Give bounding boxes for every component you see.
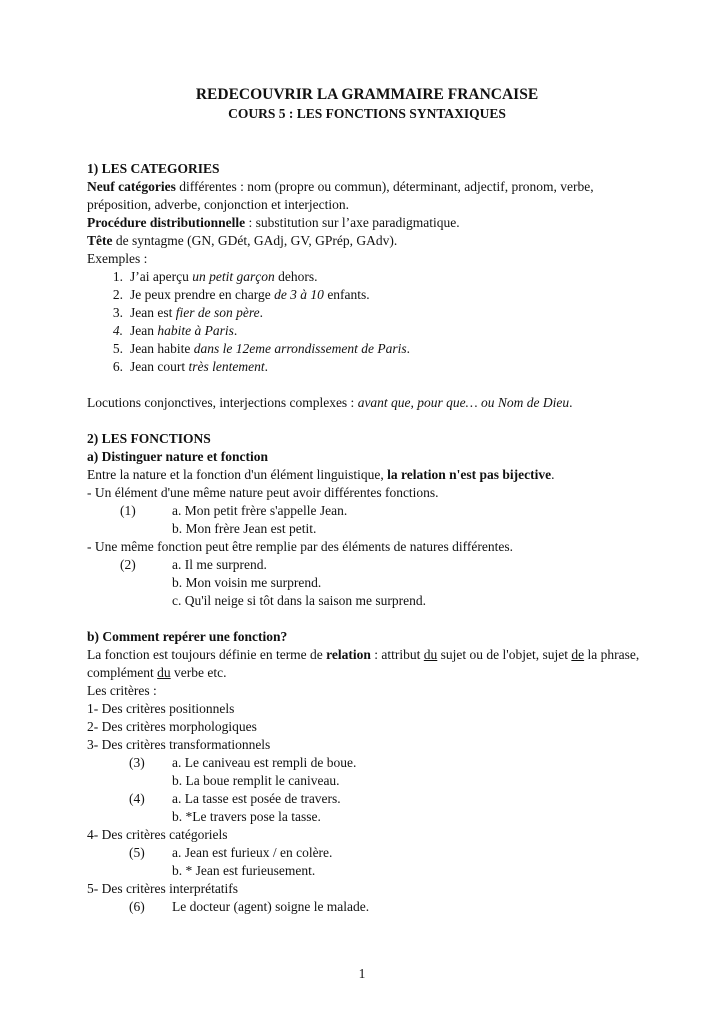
- list-item: [87, 358, 647, 376]
- bold-term: la relation n'est pas bijective: [387, 467, 552, 482]
- example-text: Jean est: [130, 305, 176, 320]
- section-heading-categories: 1) LES CATEGORIES: [87, 161, 220, 176]
- example-text: J’ai aperçu: [130, 269, 193, 284]
- paragraph-tete: [87, 232, 647, 250]
- example-label: (6): [129, 899, 145, 914]
- paragraph-text: sujet ou de l'objet, sujet: [437, 647, 572, 662]
- list-item: [87, 268, 647, 286]
- example-text: enfants.: [323, 287, 370, 302]
- example-text: Jean habite: [130, 341, 194, 356]
- example-text: .: [259, 305, 263, 320]
- paragraph-text: la phrase, complément: [87, 647, 640, 680]
- paragraph-locutions: [87, 394, 647, 412]
- example-row: [87, 808, 647, 826]
- underlined-word: de: [571, 647, 585, 662]
- paragraph-italic: avant que, pour que… ou Nom de Dieu: [357, 395, 570, 410]
- example-label: (2): [120, 557, 136, 572]
- example-label: (1): [120, 503, 136, 518]
- criteres-label: Les critères :: [87, 683, 157, 698]
- bold-term: Procédure distributionnelle: [87, 215, 246, 230]
- list-number: 3.: [112, 305, 123, 320]
- example-row: [87, 790, 647, 808]
- subsection-heading-nature: a) Distinguer nature et fonction: [87, 449, 268, 464]
- paragraph-text: Locutions conjonctives, interjections complexes :: [87, 395, 358, 410]
- paragraph-neuf-categories: [87, 178, 647, 214]
- paragraph-meme-nature: - Un élément d'une même nature peut avoir différentes fonctions.: [87, 485, 439, 500]
- example-label: (5): [129, 845, 145, 860]
- underlined-word: du: [157, 665, 171, 680]
- paragraph-definition: [87, 646, 647, 682]
- example-row: [87, 772, 647, 790]
- example-row: [87, 520, 647, 538]
- critere-item: 4- Des critères catégoriels: [87, 827, 228, 842]
- example-text: .: [406, 341, 410, 356]
- paragraph-text: verbe etc.: [170, 665, 227, 680]
- example-row: [87, 502, 647, 520]
- example-row: [87, 556, 647, 574]
- example-row: [87, 574, 647, 592]
- example-text: a. Il me surprend.: [172, 557, 267, 572]
- example-text: .: [264, 359, 268, 374]
- example-italic: dans le 12eme arrondissement de Paris: [193, 341, 407, 356]
- example-italic: fier de son père: [175, 305, 260, 320]
- example-row: [87, 844, 647, 862]
- paragraph-procedure: [87, 214, 647, 232]
- list-number: 6.: [112, 359, 123, 374]
- example-text: a. La tasse est posée de travers.: [172, 791, 341, 806]
- paragraph-text: de syntagme (GN, GDét, GAdj, GV, GPrép, GAdv).: [112, 233, 398, 248]
- example-label: (4): [129, 791, 145, 806]
- bold-term: Neuf catégories: [87, 179, 176, 194]
- example-text: b. * Jean est furieusement.: [172, 863, 316, 878]
- subsection-heading-reperer: b) Comment repérer une fonction?: [87, 629, 288, 644]
- list-item: [87, 304, 647, 322]
- paragraph-text: différentes : nom (propre ou commun), déterminant, adjectif, pronom, verbe, préposition, adverbe, conjonction et interjection.: [87, 179, 594, 212]
- paragraph-relation: [87, 466, 647, 484]
- examples-label: Exemples :: [87, 251, 148, 266]
- example-text: b. Mon voisin me surprend.: [172, 575, 322, 590]
- section-heading-fonctions: 2) LES FONCTIONS: [87, 431, 211, 446]
- page-subtitle: COURS 5 : LES FONCTIONS SYNTAXIQUES: [228, 106, 506, 121]
- bold-term: relation: [326, 647, 371, 662]
- example-text: c. Qu'il neige si tôt dans la saison me surprend.: [172, 593, 427, 608]
- example-italic: habite à Paris: [157, 323, 234, 338]
- page-number: 1: [358, 966, 366, 981]
- paragraph-text: : attribut: [370, 647, 424, 662]
- document-page: [87, 86, 647, 916]
- example-row: [87, 862, 647, 880]
- critere-item: 1- Des critères positionnels: [87, 701, 235, 716]
- paragraph-text: La fonction est toujours définie en terme de: [87, 647, 327, 662]
- example-italic: très lentement: [188, 359, 265, 374]
- example-row: [87, 592, 647, 610]
- example-text: b. Mon frère Jean est petit.: [172, 521, 317, 536]
- example-text: Le docteur (agent) soigne le malade.: [172, 899, 370, 914]
- list-number: 5.: [112, 341, 123, 356]
- critere-item: 5- Des critères interprétatifs: [87, 881, 239, 896]
- bold-term: Tête: [87, 233, 113, 248]
- paragraph-text: .: [551, 467, 555, 482]
- underlined-word: du: [423, 647, 438, 662]
- list-number: 2.: [112, 287, 123, 302]
- example-row: [87, 898, 647, 916]
- critere-item: 2- Des critères morphologiques: [87, 719, 257, 734]
- list-number: 1.: [112, 269, 123, 284]
- list-item: [87, 322, 647, 340]
- page-title: REDECOUVRIR LA GRAMMAIRE FRANCAISE: [195, 86, 539, 103]
- example-text: .: [233, 323, 238, 338]
- example-text: a. Jean est furieux / en colère.: [172, 845, 333, 860]
- paragraph-text: .: [569, 395, 573, 410]
- example-text: Jean: [130, 323, 158, 338]
- list-item: [87, 286, 647, 304]
- example-row: [87, 754, 647, 772]
- list-item: [87, 340, 647, 358]
- critere-item: 3- Des critères transformationnels: [87, 737, 271, 752]
- example-text: Je peux prendre en charge: [130, 287, 275, 302]
- example-text: dehors.: [274, 269, 318, 284]
- list-number: 4.: [112, 323, 123, 338]
- paragraph-text: : substitution sur l’axe paradigmatique.: [245, 215, 460, 230]
- example-text: Jean court: [130, 359, 189, 374]
- example-text: a. Le caniveau est rempli de boue.: [172, 755, 357, 770]
- example-italic: de 3 à 10: [274, 287, 324, 302]
- paragraph-text: Entre la nature et la fonction d'un élément linguistique,: [87, 467, 388, 482]
- example-text: a. Mon petit frère s'appelle Jean.: [172, 503, 348, 518]
- example-label: (3): [129, 755, 145, 770]
- paragraph-meme-fonction: - Une même fonction peut être remplie par des éléments de natures différentes.: [87, 539, 513, 554]
- example-italic: un petit garçon: [192, 269, 275, 284]
- examples-list: [87, 268, 647, 376]
- example-text: b. La boue remplit le caniveau.: [172, 773, 340, 788]
- example-text: b. *Le travers pose la tasse.: [172, 809, 321, 824]
